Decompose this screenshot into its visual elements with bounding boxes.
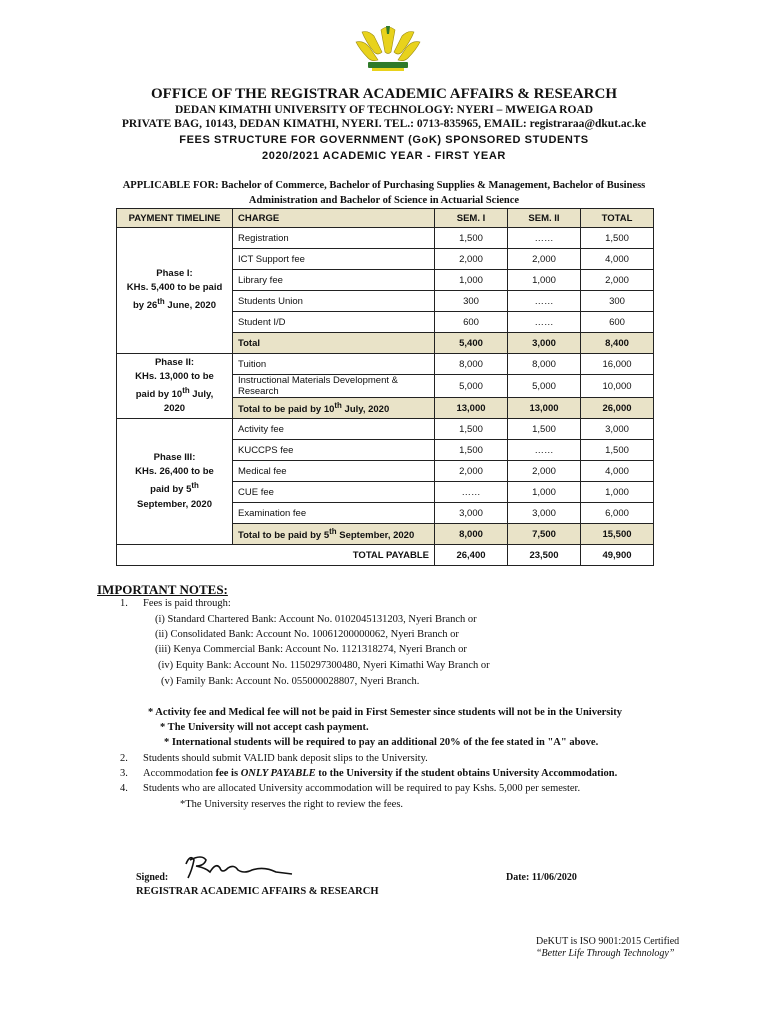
total-payable-label: TOTAL PAYABLE	[117, 545, 435, 566]
sem2-cell: ……	[508, 228, 581, 249]
registrar-title: REGISTRAR ACADEMIC AFFAIRS & RESEARCH	[136, 886, 379, 897]
reserve-note: *The University reserves the right to review the fees.	[180, 799, 404, 810]
applicable-for	[100, 178, 668, 208]
total-cell: 2,000	[581, 270, 654, 291]
col-header-timeline: PAYMENT TIMELINE	[117, 209, 233, 228]
sem1-cell: 13,000	[435, 398, 508, 419]
sem2-cell: 2,000	[508, 461, 581, 482]
table-row	[117, 354, 654, 375]
total-cell: 10,000	[581, 375, 654, 398]
iso-certification: DeKUT is ISO 9001:2015 Certified	[536, 936, 680, 947]
sem2-cell: ……	[508, 312, 581, 333]
sem2-cell: ……	[508, 291, 581, 312]
academic-year-title: 2020/2021 ACADEMIC YEAR - FIRST YEAR	[262, 150, 506, 162]
sem1-cell: 2,000	[435, 461, 508, 482]
sem2-cell: 1,000	[508, 270, 581, 291]
charge-cell: Total	[233, 333, 435, 354]
charge-cell: Tuition	[233, 354, 435, 375]
bank-line: (v) Family Bank: Account No. 055000028807, Nyeri Branch.	[161, 676, 420, 687]
bank-line: (iv) Equity Bank: Account No. 1150297300480, Nyeri Kimathi Way Branch or	[158, 660, 490, 671]
note-star-3: * International students will be required to pay an additional 20% of the fee stated in "A" above.	[164, 737, 599, 748]
fees-table	[116, 208, 654, 566]
sem2-cell: 2,000	[508, 249, 581, 270]
bank-line: (ii) Consolidated Bank: Account No. 10061200000062, Nyeri Branch or	[155, 629, 459, 640]
total-cell: 15,500	[581, 524, 654, 545]
sem2-cell: 8,000	[508, 354, 581, 375]
total-cell: 49,900	[581, 545, 654, 566]
note-4-number: 4.	[120, 783, 128, 794]
total-payable-row	[117, 545, 654, 566]
table-row	[117, 228, 654, 249]
sem1-cell: 1,000	[435, 270, 508, 291]
applicable-programmes: Bachelor of Commerce, Bachelor of Purchasing Supplies & Management, Bachelor of Business Administration and Bachelor of Science in Actuarial Science	[221, 180, 646, 206]
sem1-cell: 2,000	[435, 249, 508, 270]
sem1-cell: 26,400	[435, 545, 508, 566]
sem1-cell: 600	[435, 312, 508, 333]
sem1-cell: 5,000	[435, 375, 508, 398]
charge-cell: Students Union	[233, 291, 435, 312]
note-4: Students who are allocated University accommodation will be required to pay Kshs. 5,000 per semester.	[143, 783, 581, 794]
sem2-cell: 5,000	[508, 375, 581, 398]
signed-label: Signed:	[136, 872, 169, 883]
note-1-number: 1.	[120, 598, 128, 609]
notes-title: IMPORTANT NOTES:	[97, 582, 228, 597]
charge-cell: Medical fee	[233, 461, 435, 482]
office-title: OFFICE OF THE REGISTRAR ACADEMIC AFFAIRS & RESEARCH	[150, 86, 618, 102]
university-logo	[348, 22, 428, 78]
address-line: PRIVATE BAG, 10143, DEDAN KIMATHI, NYERI. TEL.: 0713-835965, EMAIL: registraraa@dkut.ac.ke	[121, 118, 647, 130]
phase1-cell: Phase I: KHs. 5,400 to be paid by 26th June, 2020	[117, 228, 233, 354]
charge-cell: Registration	[233, 228, 435, 249]
sem1-cell: 300	[435, 291, 508, 312]
note-star-2: * The University will not accept cash payment.	[160, 722, 369, 733]
charge-cell: Activity fee	[233, 419, 435, 440]
date-label: Date: 11/06/2020	[506, 872, 577, 883]
phase3-cell: Phase III: KHs. 26,400 to be paid by 5th September, 2020	[117, 419, 233, 545]
bank-line: (i) Standard Chartered Bank: Account No. 0102045131203, Nyeri Branch or	[155, 614, 477, 625]
note-3: Accommodation fee is ONLY PAYABLE to the University if the student obtains University Accommodation.	[143, 768, 618, 779]
university-motto: “Better Life Through Technology”	[536, 948, 675, 959]
note-1: Fees is paid through:	[143, 598, 231, 609]
note-2-number: 2.	[120, 753, 128, 764]
sem2-cell: 1,000	[508, 482, 581, 503]
col-header-charge: CHARGE	[233, 209, 435, 228]
note-star-1: * Activity fee and Medical fee will not be paid in First Semester since students will not be in the University	[148, 707, 623, 718]
applicable-label: APPLICABLE FOR:	[122, 180, 219, 191]
total-cell: 8,400	[581, 333, 654, 354]
registrar-signature	[180, 850, 300, 886]
sem1-cell: 8,000	[435, 354, 508, 375]
charge-cell: KUCCPS fee	[233, 440, 435, 461]
col-header-sem2: SEM. II	[508, 209, 581, 228]
sem1-cell: 1,500	[435, 228, 508, 249]
total-cell: 1,500	[581, 440, 654, 461]
sem2-cell: ……	[508, 440, 581, 461]
note-3-number: 3.	[120, 768, 128, 779]
total-cell: 3,000	[581, 419, 654, 440]
sem2-cell: 3,000	[508, 333, 581, 354]
charge-cell: ICT Support fee	[233, 249, 435, 270]
table-row	[117, 419, 654, 440]
total-cell: 600	[581, 312, 654, 333]
total-cell: 1,000	[581, 482, 654, 503]
sem2-cell: 1,500	[508, 419, 581, 440]
note-2: Students should submit VALID bank deposit slips to the University.	[143, 753, 428, 764]
col-header-total: TOTAL	[581, 209, 654, 228]
sem1-cell: ……	[435, 482, 508, 503]
sem1-cell: 1,500	[435, 419, 508, 440]
table-header-row	[117, 209, 654, 228]
sem2-cell: 3,000	[508, 503, 581, 524]
fees-structure-title: FEES STRUCTURE FOR GOVERNMENT (GoK) SPONSORED STUDENTS	[179, 134, 589, 146]
bank-line: (iii) Kenya Commercial Bank: Account No. 1121318274, Nyeri Branch or	[155, 644, 467, 655]
total-cell: 26,000	[581, 398, 654, 419]
total-cell: 4,000	[581, 461, 654, 482]
charge-cell: CUE fee	[233, 482, 435, 503]
university-line: DEDAN KIMATHI UNIVERSITY OF TECHNOLOGY: NYERI – MWEIGA ROAD	[174, 104, 594, 116]
sem1-cell: 5,400	[435, 333, 508, 354]
total-cell: 300	[581, 291, 654, 312]
total-cell: 16,000	[581, 354, 654, 375]
sem2-cell: 23,500	[508, 545, 581, 566]
charge-cell: Instructional Materials Development & Research	[233, 375, 435, 398]
phase2-cell: Phase II: KHs. 13,000 to be paid by 10th July, 2020	[117, 354, 233, 419]
sem1-cell: 1,500	[435, 440, 508, 461]
total-cell: 6,000	[581, 503, 654, 524]
col-header-sem1: SEM. I	[435, 209, 508, 228]
total-cell: 1,500	[581, 228, 654, 249]
charge-cell: Total to be paid by 10th July, 2020	[233, 398, 435, 419]
charge-cell: Library fee	[233, 270, 435, 291]
charge-cell: Examination fee	[233, 503, 435, 524]
total-cell: 4,000	[581, 249, 654, 270]
sem2-cell: 13,000	[508, 398, 581, 419]
sem1-cell: 3,000	[435, 503, 508, 524]
sem2-cell: 7,500	[508, 524, 581, 545]
charge-cell: Student I/D	[233, 312, 435, 333]
charge-cell: Total to be paid by 5th September, 2020	[233, 524, 435, 545]
sem1-cell: 8,000	[435, 524, 508, 545]
